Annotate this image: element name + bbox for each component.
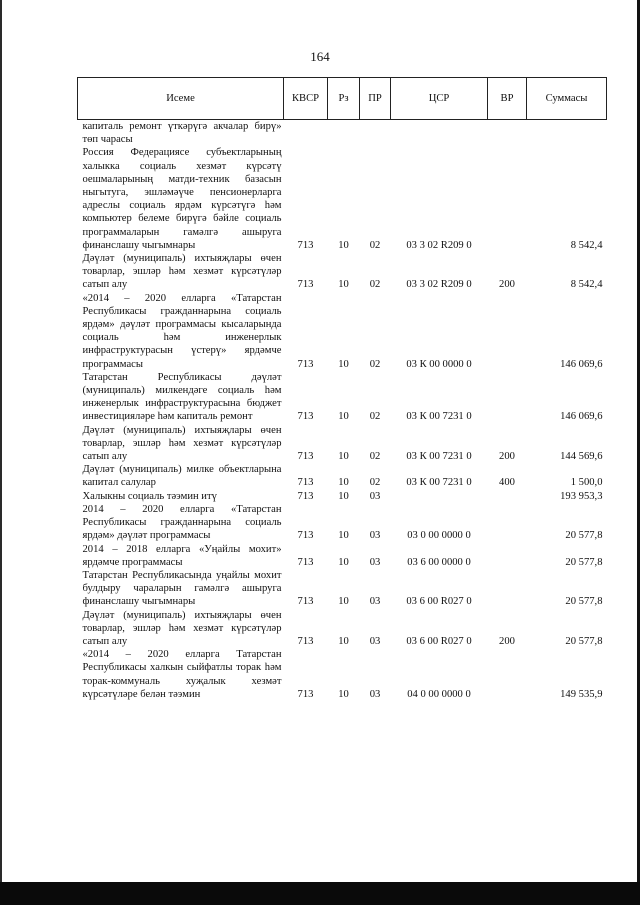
table-row: [78, 463, 607, 489]
row-rz: 10: [338, 556, 349, 568]
table-row: [78, 648, 607, 701]
row-csr: 04 0 00 0000 0: [407, 688, 471, 700]
row-name: Дәүләт (муниципаль) ихтыяҗлары өчен товарлар, эшләр һәм хезмәт күрсәтүләр сатып алу: [82, 609, 282, 647]
row-vr: [488, 648, 527, 701]
row-csr: [391, 490, 488, 503]
row-csr: 03 К 00 7231 0: [406, 451, 472, 463]
row-rz: 10: [338, 596, 349, 608]
row-name: Дәүләт (муниципаль) ихтыяҗлары өчен товарлар, эшләр һәм хезмәт күрсәтүләр сатып алу: [82, 424, 282, 463]
row-pr: 02: [369, 477, 381, 489]
row-sum: 8 542,4: [570, 279, 603, 291]
row-pr: 03: [369, 556, 381, 568]
row-pr: 03: [369, 635, 381, 647]
row-kvsr: 713: [297, 530, 314, 542]
page-number: 164: [310, 49, 330, 64]
row-sum: 144 569,6: [560, 451, 603, 463]
row-pr: 02: [369, 279, 381, 291]
row-pr: 03: [369, 688, 381, 700]
row-pr: 02: [369, 411, 381, 423]
row-pr: [360, 120, 391, 147]
row-csr: 03 6 00 R027 0: [406, 635, 472, 647]
row-sum: 146 069,6: [560, 358, 603, 370]
row-rz: 10: [338, 477, 349, 489]
row-kvsr: 713: [297, 688, 314, 700]
row-sum: 8 542,4: [570, 239, 603, 251]
row-csr: [391, 120, 488, 147]
row-rz: 10: [338, 279, 349, 291]
row-rz: 10: [338, 688, 349, 700]
row-name: Дәүләт (муниципаль) милке объектларына капитал салулар: [82, 464, 282, 489]
row-sum: 20 577,8: [565, 556, 603, 568]
row-vr: 200: [499, 279, 515, 291]
table-row: [78, 292, 607, 371]
row-csr: 03 К 00 7231 0: [406, 477, 472, 489]
row-rz: 10: [338, 635, 349, 647]
row-vr: [488, 146, 527, 252]
row-pr: 03: [369, 530, 381, 542]
row-name: Россия Федерациясе субъектларының халыкка социаль хезмәт күрсәтү оешмаларының матди-техник базасын ныгытуга, эшләмәүче пенсионерларга адреслы социаль ярдәм күрсәтүгә һәм компьютер белеме бирүгә бәйле социаль программаларын гамәлгә ашыруга финанслашу чыгымнары: [82, 147, 282, 251]
row-name: Татарстан Республикасы дәүләт (муниципаль) милкендәге социаль һәм инженерлык инфраструктурасына бюджет инвестицияләре һәм капиталь ремонт: [82, 371, 282, 423]
row-vr: 400: [499, 477, 515, 489]
table-row: [78, 503, 607, 543]
row-kvsr: 713: [297, 635, 314, 647]
table-row: [78, 252, 607, 292]
table-row: [78, 371, 607, 424]
row-vr: [488, 292, 527, 371]
row-csr: 03 6 00 0000 0: [407, 556, 471, 568]
row-rz: 10: [338, 490, 349, 502]
row-sum: 1 500,0: [570, 477, 603, 489]
scan-left-edge: [0, 0, 2, 905]
row-vr: [488, 490, 527, 503]
table-row: [78, 569, 607, 609]
row-csr: 03 6 00 R027 0: [406, 596, 472, 608]
row-kvsr: 713: [297, 490, 314, 502]
row-kvsr: 713: [297, 596, 314, 608]
row-kvsr: 713: [297, 279, 314, 291]
row-csr: 03 3 02 R209 0: [406, 239, 472, 251]
row-kvsr: [284, 120, 328, 147]
row-kvsr: 713: [297, 556, 314, 568]
row-vr: [488, 503, 527, 543]
row-rz: 10: [338, 358, 349, 370]
row-sum: 20 577,8: [565, 635, 603, 647]
row-kvsr: 713: [297, 477, 314, 489]
row-kvsr: 713: [297, 451, 314, 463]
row-name: Татарстан Республикасында уңайлы мохит булдыру чараларын гамәлгә ашыруга финанслашу чыгымнары: [82, 569, 282, 608]
row-kvsr: 713: [297, 358, 314, 370]
row-name: «2014 – 2020 елларга Татарстан Республикасы халкын сыйфатлы торак һәм торак-коммуналь хуҗалык хезмәт күрсәтүләре белән тәэмин: [82, 649, 282, 700]
row-rz: 10: [338, 239, 349, 251]
row-vr: [488, 371, 527, 424]
row-csr: 03 0 00 0000 0: [407, 530, 471, 542]
row-vr: 200: [499, 451, 515, 463]
row-rz: 10: [338, 411, 349, 423]
row-pr: 03: [369, 596, 381, 608]
row-pr: 02: [369, 451, 381, 463]
row-name: 2014 – 2018 елларга «Уңайлы мохит» ярдәмче программасы: [82, 543, 282, 568]
scan-bottom-bar: [0, 882, 640, 905]
row-rz: [328, 120, 360, 147]
table-header-row: [78, 78, 607, 120]
row-name: «2014 – 2020 елларга «Татарстан Республикасы гражданнарына социаль ярдәм» дәүләт программасы кысаларында социаль һәм инженерлык инфраструктурасын үстерү» ярдәмче программасы: [82, 292, 282, 370]
table-row: [78, 146, 607, 252]
row-pr: 02: [369, 358, 381, 370]
header-csr: ЦСР: [391, 78, 488, 120]
row-name: Халыкны социаль тәэмин итү: [82, 490, 217, 502]
header-name: Исеме: [78, 78, 284, 120]
table-row: [78, 424, 607, 464]
header-pr: ПР: [360, 78, 391, 120]
row-kvsr: 713: [297, 239, 314, 251]
row-name: капиталь ремонт үткәрүгә акчалар бирү» төп чарасы: [82, 121, 282, 146]
row-sum: [527, 120, 607, 147]
budget-table: [77, 77, 607, 701]
row-pr: 02: [369, 239, 381, 251]
row-vr: [488, 569, 527, 609]
header-rz: Рз: [328, 78, 360, 120]
row-sum: 146 069,6: [560, 411, 603, 423]
row-sum: 20 577,8: [565, 530, 603, 542]
row-rz: 10: [338, 451, 349, 463]
row-pr: 03: [369, 490, 381, 502]
table-row: [78, 490, 607, 503]
row-name: Дәүләт (муниципаль) ихтыяҗлары өчен товарлар, эшләр һәм хезмәт күрсәтүләр сатып алу: [82, 253, 282, 291]
row-vr: [488, 120, 527, 147]
table-row: [78, 543, 607, 569]
row-sum: 20 577,8: [565, 596, 603, 608]
table-row: [78, 120, 607, 147]
row-vr: 200: [499, 635, 515, 647]
row-sum: 149 535,9: [560, 688, 603, 700]
header-vr: ВР: [488, 78, 527, 120]
header-kvsr: КВСР: [284, 78, 328, 120]
header-sum: Суммасы: [527, 78, 607, 120]
table-row: [78, 609, 607, 649]
row-csr: 03 К 00 0000 0: [406, 358, 472, 370]
row-rz: 10: [338, 530, 349, 542]
row-name: 2014 – 2020 елларга «Татарстан Республикасы гражданнарына социаль ярдәм» дәүләт программасы: [82, 503, 282, 542]
row-kvsr: 713: [297, 411, 314, 423]
row-sum: 193 953,3: [560, 490, 603, 502]
row-csr: 03 3 02 R209 0: [406, 279, 472, 291]
row-csr: 03 К 00 7231 0: [406, 411, 472, 423]
row-vr: [488, 543, 527, 569]
